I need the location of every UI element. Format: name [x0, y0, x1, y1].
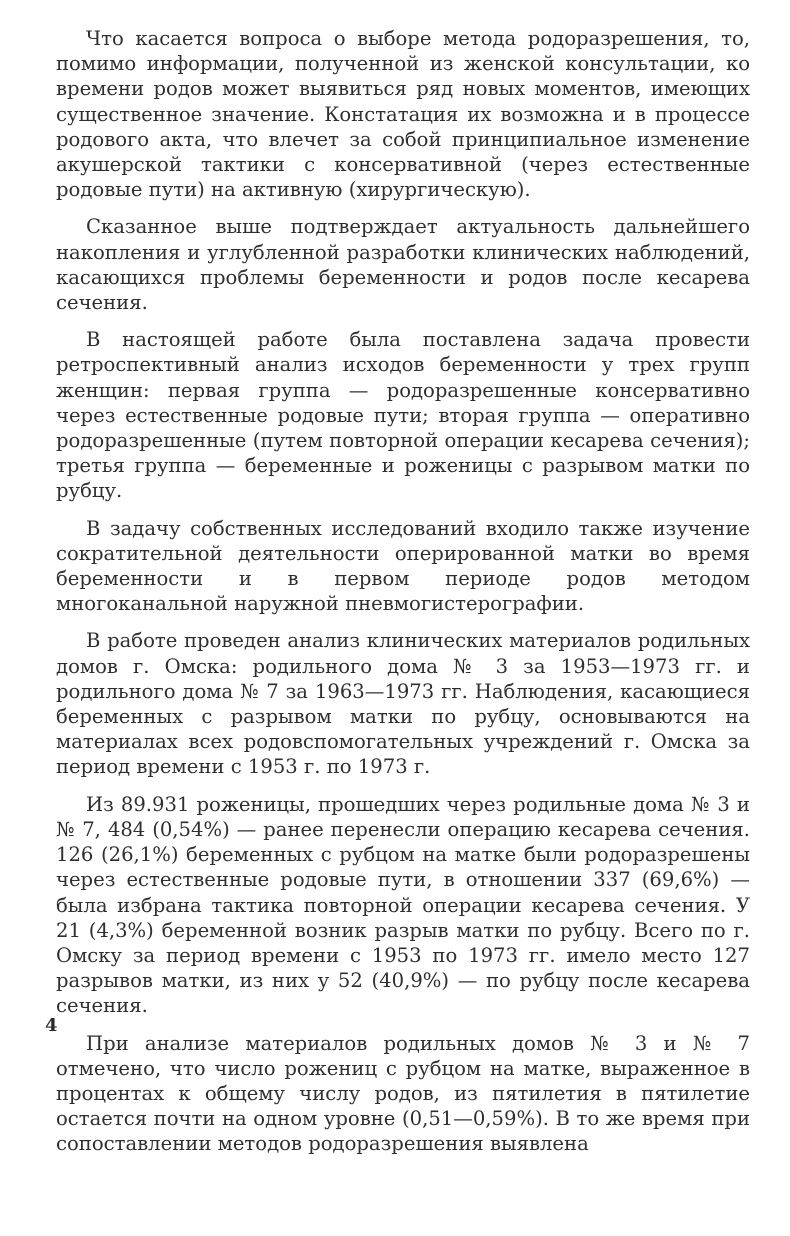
page-number: 4: [45, 1015, 58, 1036]
document-body: [56, 26, 750, 1169]
paragraph: В задачу собственных исследований входило также изучение сократительной деятельности оперированной матки во время беременности и в первом периоде родов методом многоканальной наружной пневмогистерографии.: [56, 516, 750, 616]
paragraph: Сказанное выше подтверждает актуальность дальнейшего накопления и углубленной разработки клинических наблюдений, касающихся проблемы беременности и родов после кесарева сечения.: [56, 215, 750, 315]
paragraph: Из 89.931 роженицы, прошедших через родильные дома № 3 и № 7, 484 (0,54%) — ранее перенесли операцию кесарева сечения. 126 (26,1%) беременных с рубцом на матке были родоразрешены через естественные родовые пути, в отношении 337 (69,6%) — была избрана тактика повторной операции кесарева сечения. У 21 (4,3%) беременной возник разрыв матки по рубцу. Всего по г. Омску за период времени с 1953 по 1973 гг. имело место 127 разрывов матки, из них у 52 (40,9%) — по рубцу после кесарева сечения.: [56, 792, 750, 1018]
paragraph: В работе проведен анализ клинических материалов родильных домов г. Омска: родильного дома № 3 за 1953—1973 гг. и родильного дома № 7 за 1963—1973 гг. Наблюдения, касающиеся беременных с разрывом матки по рубцу, основываются на материалах всех родовспомогательных учреждений г. Омска за период времени с 1953 г. по 1973 г.: [56, 629, 750, 779]
paragraph: В настоящей работе была поставлена задача провести ретроспективный анализ исходов беременности у трех групп женщин: первая группа — родоразрешенные консервативно через естественные родовые пути; вторая группа — оперативно родоразрешенные (путем повторной операции кесарева сечения); третья группа — беременные и роженицы с разрывом матки по рубцу.: [56, 328, 750, 503]
paragraph: Что касается вопроса о выборе метода родоразрешения, то, помимо информации, полученной из женской консультации, ко времени родов может выявиться ряд новых моментов, имеющих существенное значение. Констатация их возможна и в процессе родового акта, что влечет за собой принципиальное изменение акушерской тактики с консервативной (через естественные родовые пути) на активную (хирургическую).: [56, 27, 750, 202]
paragraph: При анализе материалов родильных домов № 3 и № 7 отмечено, что число рожениц с рубцом на матке, выраженное в процентах к общему числу родов, из пятилетия в пятилетие остается почти на одном уровне (0,51—0,59%). В то же время при сопоставлении методов родоразрешения выявлена: [56, 1031, 750, 1156]
